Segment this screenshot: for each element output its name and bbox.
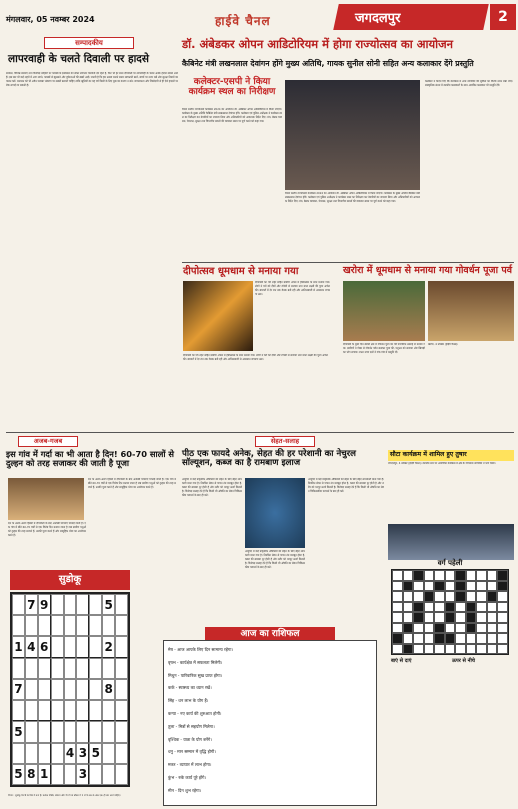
sudoku-cell — [115, 764, 128, 785]
masthead — [0, 0, 518, 34]
crossword-cell — [466, 602, 477, 613]
sudoku-cell — [115, 743, 128, 764]
crossword-cell — [403, 612, 414, 623]
crossword-cell — [445, 581, 456, 592]
sudoku-cell — [102, 615, 115, 636]
rashifal-item: कर्क - स्वास्थ्य का ध्यान रखें। — [168, 685, 212, 691]
crossword-cell — [403, 591, 414, 602]
crossword-cell — [455, 581, 466, 592]
crossword-cell — [445, 602, 456, 613]
sudoku-cell — [64, 700, 77, 721]
crossword-cell — [476, 591, 487, 602]
sudoku-cell — [64, 721, 77, 742]
crossword-cell — [413, 623, 424, 634]
sudoku-cell: 5 — [12, 764, 25, 785]
crossword-cell — [392, 581, 403, 592]
crossword-cell — [434, 612, 445, 623]
crossword-cell — [424, 602, 435, 613]
sudoku-cell: 1 — [38, 764, 51, 785]
sudoku-cell — [76, 721, 89, 742]
sudoku-cell — [25, 658, 38, 679]
crossword-cell — [445, 633, 456, 644]
health-body: आयुर्वेद में कई प्राकृतिक औषधियों को सेहत के लिए बेहद लाभकारी माना गया है। नियमित सेवन से पाचन तंत्र मजबूत होता है, कब्ज की समस्या दूर होती है और शरीर को भरपूर ऊर्जा मिलती है। विशेषज्ञ सलाह देते हैं कि किसी भी औषधि का सेवन चिकित्सकीय परामर्श के बाद ही करें। — [182, 478, 242, 497]
crossword-cell — [413, 570, 424, 581]
lead-photo — [285, 80, 420, 190]
crossword-cell — [466, 612, 477, 623]
crossword-cell — [497, 581, 508, 592]
crossword-cell — [497, 591, 508, 602]
rashifal-title: आज का राशिफल — [205, 627, 335, 641]
sudoku-cell — [51, 679, 64, 700]
sudoku-cell — [25, 743, 38, 764]
deepotsav-photo — [183, 281, 253, 351]
sudoku-cell — [51, 615, 64, 636]
sudoku-cell — [115, 615, 128, 636]
crossword-cell — [445, 644, 456, 655]
crossword-cell — [487, 612, 498, 623]
crossword-cell — [413, 581, 424, 592]
crossword-cell — [434, 644, 445, 655]
crossword-cell — [392, 602, 403, 613]
crossword-cell — [403, 570, 414, 581]
crossword-cell — [487, 602, 498, 613]
rashifal-item: धनु - मान सम्मान में वृद्धि होगी। — [168, 749, 216, 755]
sudoku-cell — [25, 615, 38, 636]
crossword-cell — [424, 612, 435, 623]
crossword-cell — [497, 602, 508, 613]
crossword-cell — [466, 591, 477, 602]
crossword-cell — [466, 633, 477, 644]
crossword-cell — [455, 612, 466, 623]
crossword-cell — [434, 633, 445, 644]
crossword-cell — [487, 633, 498, 644]
rashifal-item: कुंभ - रुके कार्य पूरे होंगे। — [168, 774, 207, 780]
crossword-cell — [497, 570, 508, 581]
crossword-cell — [466, 623, 477, 634]
crossword-cell — [445, 623, 456, 634]
crossword-cell — [424, 591, 435, 602]
rashifal-item: सिंह - धन लाभ के योग हैं। — [168, 698, 209, 704]
crossword-cell — [487, 581, 498, 592]
sudoku-cell: 5 — [89, 743, 102, 764]
sudoku-cell — [115, 700, 128, 721]
sudoku-cell — [76, 615, 89, 636]
health-body-2: आयुर्वेद में कई प्राकृतिक औषधियों को सेहत के लिए बेहद लाभकारी माना गया है। नियमित सेवन से पाचन तंत्र मजबूत होता है, कब्ज की समस्या दूर होती है और शरीर को भरपूर ऊर्जा मिलती है। विशेषज्ञ सलाह देते हैं कि किसी भी औषधि का सेवन चिकित्सकीय परामर्श के बाद ही करें। — [245, 550, 305, 569]
lead-inner-headline: कलेक्टर-एसपी ने किया कार्यक्रम स्थल का निरीक्षण — [188, 77, 276, 97]
sudoku-cell: 4 — [25, 636, 38, 657]
ajab-photo — [8, 478, 84, 520]
sudoku-cell — [102, 700, 115, 721]
crossword-cell — [424, 570, 435, 581]
ajab-tag: अजब-गजब — [18, 436, 78, 447]
sudoku-cell: 4 — [64, 743, 77, 764]
crossword-cell — [413, 591, 424, 602]
sudoku-cell: 5 — [12, 721, 25, 742]
sudoku-cell — [102, 743, 115, 764]
sudoku-cell: 7 — [12, 679, 25, 700]
sudoku-cell — [12, 700, 25, 721]
sudoku-cell — [64, 636, 77, 657]
sudoku-cell — [51, 658, 64, 679]
crossword-cell — [466, 644, 477, 655]
health-headline: पीठ एक फायदे अनेक, सेहत की हर परेशानी का नेचुरल सॉल्यूशन, कब्ज का है रामबाण इलाज — [182, 449, 357, 469]
crossword-cell — [403, 623, 414, 634]
crossword-cell — [434, 591, 445, 602]
sudoku-cell — [64, 594, 77, 615]
sudoku-cell — [115, 658, 128, 679]
crossword-cell — [455, 591, 466, 602]
crossword-cell — [424, 633, 435, 644]
sudoku-cell: 8 — [25, 764, 38, 785]
crossword-cell — [403, 644, 414, 655]
sudoku-puzzle — [10, 570, 130, 790]
crossword-cell — [487, 570, 498, 581]
crossword-cell — [497, 612, 508, 623]
crossword-cell — [476, 570, 487, 581]
crossword-cell — [403, 602, 414, 613]
rashifal-item: मीन - दिन शुभ रहेगा। — [168, 787, 202, 793]
crossword-cell — [413, 633, 424, 644]
sudoku-cell: 9 — [38, 594, 51, 615]
sudoku-cell — [76, 679, 89, 700]
editorial-tag: सम्पादकीय — [44, 37, 134, 49]
issue-date: मंगलवार, 05 नवम्बर 2024 — [6, 15, 95, 24]
crossword-cell — [445, 570, 456, 581]
sudoku-cell — [51, 764, 64, 785]
govardhan-body: दीपावली के दूसरे दिन खरोरा क्षेत्र में गोवर्धन पूजा का पर्व पारंपरिक उत्साह से मनाया गया। ग्रामीणों ने गोबर से गोवर्धन पर्वत बनाकर पूजा की, पशुधन को सजाया और खिचड़ी का भोग लगाया। राउत नाचा दलों ने गांव-गांव में प्रस्तुति दी। — [343, 343, 425, 354]
thought-body: जगदलपुर, 4 नवम्बर (हाईवे चैनल)। स्थानीय स्तर पर आयोजित कार्यक्रम में क्षेत्र के गणमान्य नागरिकों ने भाग लिया। — [388, 462, 496, 465]
sudoku-cell — [38, 743, 51, 764]
crossword-cell — [424, 581, 435, 592]
sudoku-cell — [38, 721, 51, 742]
rashifal-item: मिथुन - पारिवारिक सुख प्राप्त होगा। — [168, 672, 223, 678]
sudoku-cell — [51, 636, 64, 657]
sudoku-cell — [12, 743, 25, 764]
sudoku-cell — [89, 679, 102, 700]
sudoku-cell — [38, 615, 51, 636]
sudoku-cell — [115, 679, 128, 700]
crossword-cell — [497, 644, 508, 655]
crossword-cell — [487, 623, 498, 634]
rashifal-item: मेष - आज आपके लिए दिन सामान्य रहेगा। — [168, 647, 234, 652]
page-number: 2 — [490, 4, 516, 30]
crossword-cell — [403, 633, 414, 644]
crossword-cell — [445, 591, 456, 602]
crossword-cell — [455, 644, 466, 655]
sudoku-cell — [102, 764, 115, 785]
sudoku-cell — [115, 594, 128, 615]
sudoku-cell — [64, 615, 77, 636]
sudoku-cell — [38, 658, 51, 679]
crossword-cell — [434, 581, 445, 592]
sudoku-footer: नियम : सुडोकू 9×9 के ग्रिड में बना है। प्रत्येक पंक्ति, कॉलम और 3×3 के बॉक्स में 1 से 9 तक के अंक एक ही बार आने चाहिए। — [8, 794, 121, 797]
crossword-cell — [476, 623, 487, 634]
lead-headline: डॉ. अंबेडकर ओपन आडिटोरियम में होगा राज्योत्सव का आयोजन — [182, 37, 454, 51]
crossword-cell — [392, 644, 403, 655]
sudoku-cell — [89, 615, 102, 636]
crossword-cell — [466, 570, 477, 581]
health-photo — [245, 478, 305, 548]
crossword-cell — [403, 581, 414, 592]
crossword-cell — [455, 602, 466, 613]
crossword-cell — [413, 612, 424, 623]
sudoku-cell — [25, 700, 38, 721]
health-tag: सेहत-सलाह — [255, 436, 315, 447]
health-body-3: आयुर्वेद में कई प्राकृतिक औषधियों को सेहत के लिए बेहद लाभकारी माना गया है। नियमित सेवन से पाचन तंत्र मजबूत होता है, कब्ज की समस्या दूर होती है और शरीर को भरपूर ऊर्जा मिलती है। विशेषज्ञ सलाह देते हैं कि किसी भी औषधि का सेवन चिकित्सकीय परामर्श के बाद ही करें। — [308, 478, 384, 493]
sudoku-cell — [51, 700, 64, 721]
editorial-body: सरकार, विभिन्न संस्थाएं तथा विशेषज्ञ त्योहारों पर पटाखों के इस्तेमाल को लेकर लगातार चेतावनी देते रहते हैं, फिर भी हर साल दीपावली पर लापरवाही के चलते अनेक हादसे सामने आते हैं। इस बार भी कई शहरों में आग लगने, पटाखों से झुलसने और दुर्घटनाओं की खबरें आईं। जरूरी है कि हम उत्सव मनाते समय सावधानी बरतें, बच्चों पर नजर रखें और सुरक्षा नियमों का पालन करें। प्रशासन को भी अवैध पटाखा भंडारण पर सख्ती बरतनी चाहिए ताकि खुशियों का यह पर्व किसी के लिए दुख का कारण न बने। जागरूकता और जिम्मेदारी से ही ऐसे हादसों पर रोक लगाई जा सकती है। — [6, 72, 178, 87]
crossword-cell — [476, 581, 487, 592]
sudoku-cell — [64, 679, 77, 700]
deepotsav-headline: दीपोत्सव धूमधाम से मनाया गया — [183, 266, 299, 277]
sudoku-cell — [115, 636, 128, 657]
sudoku-cell — [89, 721, 102, 742]
sudoku-cell — [12, 658, 25, 679]
crossword-across-title: बाएं से दाएं — [391, 658, 412, 664]
sudoku-cell — [12, 615, 25, 636]
sudoku-cell: 8 — [102, 679, 115, 700]
crossword-cell — [392, 633, 403, 644]
sudoku-cell — [64, 658, 77, 679]
sudoku-cell — [64, 764, 77, 785]
crossword-cell — [487, 644, 498, 655]
crossword-cell — [413, 644, 424, 655]
crossword-grid — [391, 569, 509, 655]
crossword-cell — [497, 623, 508, 634]
sudoku-cell — [76, 594, 89, 615]
crossword-cell — [413, 602, 424, 613]
rashifal-item: मकर - व्यापार में लाभ होगा। — [168, 762, 212, 768]
rashifal-box — [163, 640, 377, 806]
sudoku-cell — [51, 743, 64, 764]
crossword-cell — [476, 644, 487, 655]
rashifal-item: वृश्चिक - यात्रा के योग बनेंगे। — [168, 736, 212, 742]
govardhan-photo-2 — [428, 281, 514, 341]
lead-body-cont: जिला स्तरीय राज्योत्सव कार्यक्रम 2024 का आयोजन डॉ. अंबेडकर ओपन आडिटोरियम में किया जाएगा। कार्यक्रम के मुख्य अतिथि कैबिनेट मंत्री लखनलाल देवांगन होंगे। कलेक्टर एवं पुलिस अधीक्षक ने कार्यक्रम स्थल का निरीक्षण कर तैयारियों का जायजा लिया और अधिकारियों को आवश्यक निर्देश दिए। मंच, बैठक व्यवस्था, पेयजल, सुरक्षा तथा विभागीय स्टालों की व्यवस्था समय पर पूर्ण करने को कहा गया। — [285, 192, 420, 203]
lead-body: जिला स्तरीय राज्योत्सव कार्यक्रम 2024 का आयोजन डॉ. अंबेडकर ओपन आडिटोरियम में किया जाएगा। कार्यक्रम के मुख्य अतिथि कैबिनेट मंत्री लखनलाल देवांगन होंगे। कलेक्टर एवं पुलिस अधीक्षक ने कार्यक्रम स्थल का निरीक्षण कर तैयारियों का जायजा लिया और अधिकारियों को आवश्यक निर्देश दिए। मंच, बैठक व्यवस्था, पेयजल, सुरक्षा तथा विभागीय स्टालों की व्यवस्था समय पर पूर्ण करने को कहा गया। — [182, 108, 282, 123]
sudoku-cell — [89, 658, 102, 679]
sudoku-cell — [38, 679, 51, 700]
crossword-cell — [392, 612, 403, 623]
crossword-cell — [455, 623, 466, 634]
sudoku-cell — [38, 700, 51, 721]
rashifal-item: कन्या - नए कार्य की शुरुआत होगी। — [168, 710, 222, 716]
sudoku-cell — [76, 700, 89, 721]
ajab-headline: इस गांव में गर्दा का भी आता है दिन! 60-70 सालों से दुल्हन को तरह सजाकर की जाती है पूजा — [6, 449, 174, 469]
lead-subhead: कैबिनेट मंत्री लखनलाल देवांगन होंगे मुख्य अतिथि, गायक सुनील सोनी सहित अन्य कलाकार देंगे प्रस्तुति — [182, 59, 474, 68]
crossword-cell — [434, 570, 445, 581]
sudoku-cell: 1 — [12, 636, 25, 657]
sudoku-cell — [115, 721, 128, 742]
deepotsav-body: दीपावली का पर्व शहर सहित ग्रामीण अंचल में हर्षोल्लास के साथ मनाया गया। लोगों ने घरों को दीयों और रंगोली से सजाया तथा माता लक्ष्मी की पूजा अर्चना की। बाजारों में देर रात तक रौनक बनी रही और आतिशबाजी से आसमान जगमगा उठा। — [255, 281, 330, 296]
sudoku-grid — [10, 592, 130, 787]
crossword-cell — [392, 623, 403, 634]
crossword-cell — [455, 633, 466, 644]
newspaper-logo: हाईवे चैनल — [215, 14, 271, 28]
sudoku-cell: 7 — [25, 594, 38, 615]
thought-photo — [388, 524, 514, 560]
sudoku-cell — [76, 636, 89, 657]
sudoku-cell — [89, 764, 102, 785]
crossword-cell — [434, 602, 445, 613]
crossword-title: वर्ग पहेली — [437, 559, 463, 567]
sudoku-cell: 3 — [76, 764, 89, 785]
crossword-cell — [476, 602, 487, 613]
rashifal-item: वृषभ - कार्यक्षेत्र में सफलता मिलेगी। — [168, 659, 223, 665]
crossword-cell — [424, 644, 435, 655]
sudoku-cell — [51, 594, 64, 615]
crossword-cell — [476, 612, 487, 623]
govardhan-body-cont: खरोरा, 4 नवम्बर (हाईवे चैनल)। — [428, 343, 459, 346]
sudoku-cell — [102, 721, 115, 742]
crossword-down-title: ऊपर से नीचे — [452, 658, 475, 664]
sudoku-cell — [25, 721, 38, 742]
sudoku-cell — [89, 594, 102, 615]
rashifal-item: तुला - मित्रों से सहयोग मिलेगा। — [168, 723, 215, 729]
thought-headline: सौटा कार्यक्रम में शामिल हुए तुषार — [388, 450, 514, 461]
ajab-body: देश के अलग-अलग हिस्सों में दीपावली के बाद अनोखी परंपराएं निभाई जाती हैं। एक गांव में बीते 60-70 वर्षों से एक विशेष दिन मनाया जाता है जब ग्रामीण पशुओं को दुल्हन की तरह सजाते हैं, उनकी पूजा करते हैं और सामूहिक भोज का आयोजन करते हैं। — [88, 478, 176, 489]
crossword-cell — [487, 591, 498, 602]
sudoku-cell — [76, 658, 89, 679]
crossword-cell — [392, 570, 403, 581]
govardhan-headline: खरोरा में धूमधाम से मनाया गया गोवर्धन पूजा पर्व — [343, 265, 513, 276]
sudoku-cell — [12, 594, 25, 615]
deepotsav-body-cont: दीपावली का पर्व शहर सहित ग्रामीण अंचल में हर्षोल्लास के साथ मनाया गया। लोगों ने घरों को दीयों और रंगोली से सजाया तथा माता लक्ष्मी की पूजा अर्चना की। बाजारों में देर रात तक रौनक बनी रही और आतिशबाजी से आसमान जगमगा उठा। — [183, 354, 328, 361]
ajab-body-cont: देश के अलग-अलग हिस्सों में दीपावली के बाद अनोखी परंपराएं निभाई जाती हैं। एक गांव में बीते 60-70 वर्षों से एक विशेष दिन मनाया जाता है जब ग्रामीण पशुओं को दुल्हन की तरह सजाते हैं, उनकी पूजा करते हैं और सामूहिक भोज का आयोजन करते हैं। — [8, 522, 86, 537]
sudoku-cell — [51, 721, 64, 742]
sudoku-cell: 5 — [102, 594, 115, 615]
crossword-cell — [445, 612, 456, 623]
lead-right-col: कलेक्टर ने निर्देश दिए कि कार्यक्रम में आम नागरिकों की सुविधा का विशेष ध्यान रखा जाए। सांस्कृतिक संध्या में स्थानीय कलाकारों के साथ आमंत्रित कलाकार भी प्रस्तुति देंगे। — [425, 80, 513, 87]
crossword-cell — [466, 581, 477, 592]
sudoku-cell — [25, 679, 38, 700]
sudoku-cell — [89, 636, 102, 657]
govardhan-photo — [343, 281, 425, 341]
crossword-cell — [424, 623, 435, 634]
sudoku-cell: 3 — [76, 743, 89, 764]
crossword-cell — [434, 623, 445, 634]
crossword-cell — [455, 570, 466, 581]
sudoku-cell: 6 — [38, 636, 51, 657]
sudoku-cell — [89, 700, 102, 721]
crossword-cell — [497, 633, 508, 644]
sudoku-cell — [102, 658, 115, 679]
crossword-cell — [476, 633, 487, 644]
sudoku-title: सुडोकू — [10, 570, 130, 590]
city-name: जगदलपुर — [355, 11, 401, 26]
editorial-headline: लापरवाही के चलते दिवाली पर हादसे — [8, 53, 149, 65]
crossword-cell — [392, 591, 403, 602]
sudoku-cell: 2 — [102, 636, 115, 657]
